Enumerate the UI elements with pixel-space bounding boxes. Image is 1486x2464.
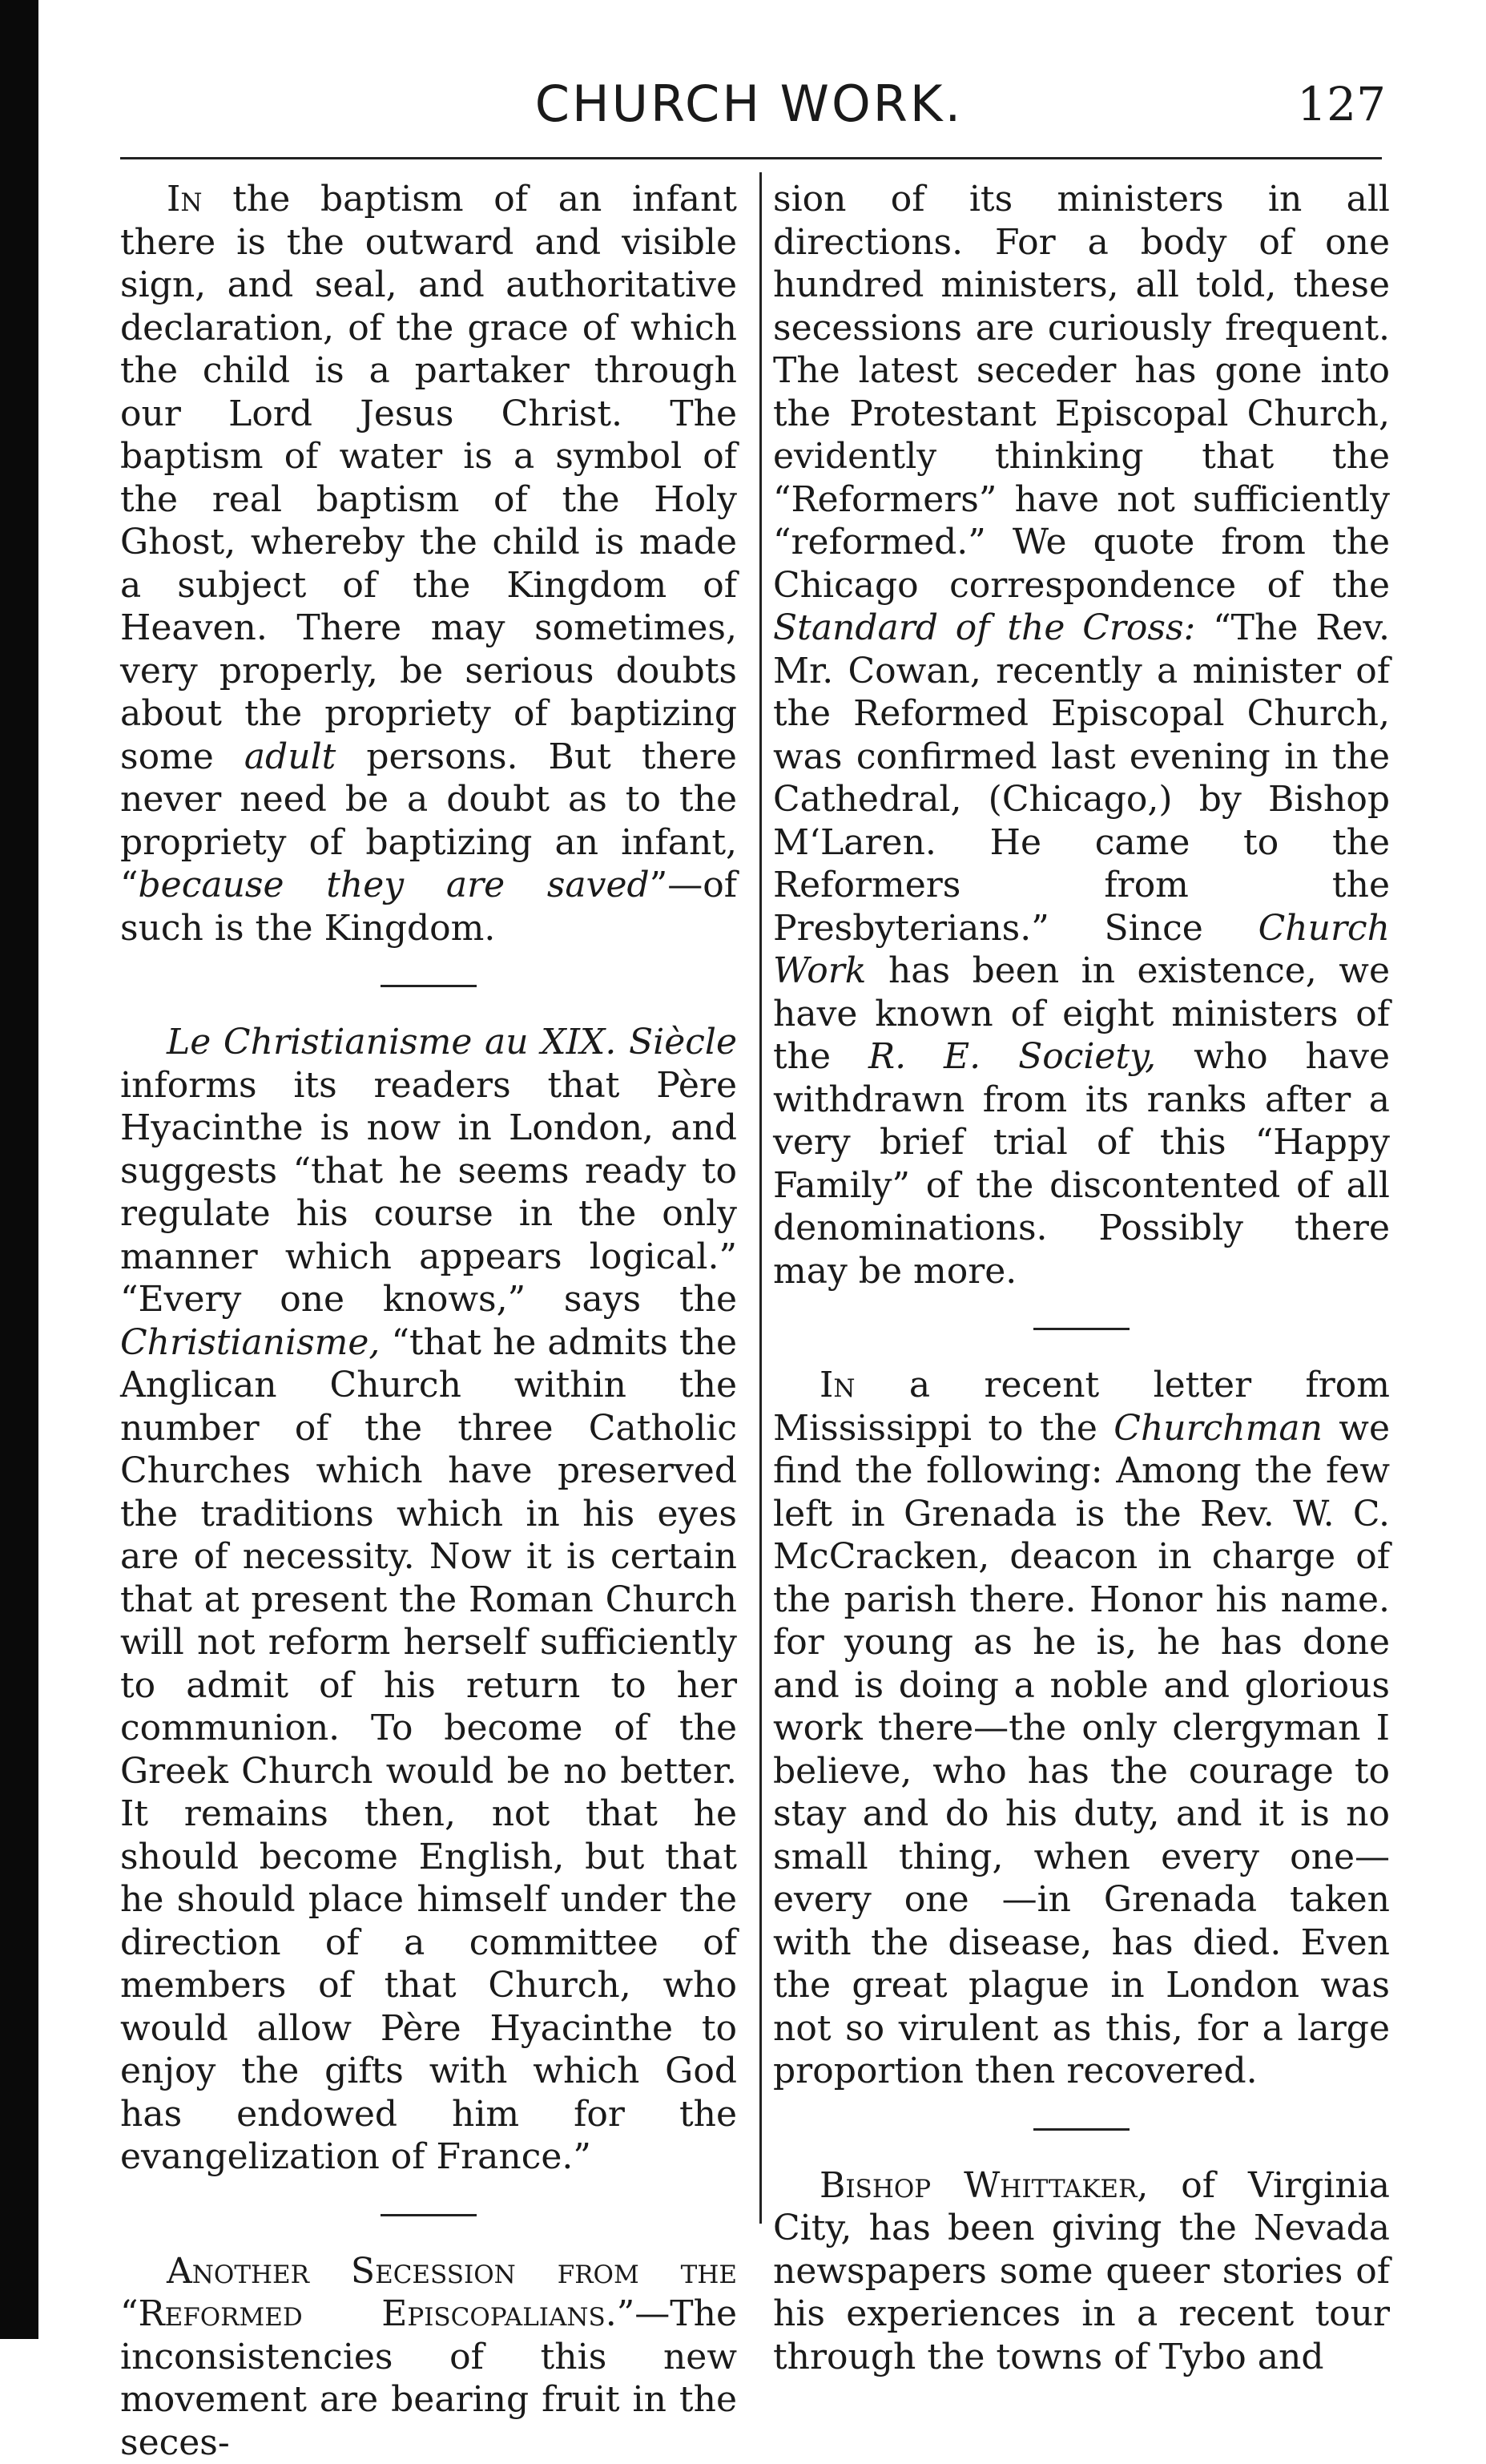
- baptism-paragraph: [120, 178, 737, 950]
- paragraph-text: of Virginia City, has been giving the Nevada newspapers some queer stories of his experiences in a recent tour through the towns of Tybo and: [773, 2165, 1390, 2377]
- secession-continuation: [773, 178, 1390, 1292]
- publication-title: Le Christianisme au XIX. Siècle: [167, 1022, 737, 1063]
- publication-title: Standard of the Cross:: [773, 607, 1195, 648]
- mississippi-paragraph: [773, 1364, 1390, 2093]
- section-separator: [1033, 1328, 1130, 1330]
- lead-word: In: [820, 1365, 856, 1405]
- secession-paragraph: [120, 2250, 737, 2464]
- lead-word: In: [167, 179, 203, 220]
- header-rule: [120, 157, 1382, 159]
- section-separator: [1033, 2128, 1130, 2131]
- christianisme-paragraph: [120, 1021, 737, 2179]
- left-column: [120, 178, 737, 2464]
- paragraph-text: the baptism of an infant there is the outward and visible sign, and seal, and authoritative declaration, of the grace of which the child is a partaker through our Lord Jesus Christ. The baptism of water is a symbol of the real baptism of the Holy Ghost, whereby the child is made a subject of the Kingdom of Heaven. There may sometimes, very properly, be serious doubts about the propriety of baptizing some: [120, 179, 737, 777]
- paragraph-text: who have withdrawn from its ranks after a very brief trial of this “Happy Family” of the discontented of all denominations. Possibly there may be more.: [773, 1036, 1390, 1292]
- italic-phrase: Christianisme,: [120, 1322, 380, 1363]
- section-separator: [381, 2214, 477, 2216]
- paragraph-text: informs its readers that Père Hyacinthe is now in London, and suggests “that he seems ready to regulate his course in the only manner which appears logical.” “Every one knows,” says the: [120, 1065, 737, 1321]
- publication-title: Churchman: [1113, 1408, 1323, 1449]
- running-title: CHURCH WORK.: [120, 72, 1378, 136]
- column-divider: [759, 172, 762, 2224]
- paragraph-text: —The inconsistencies of this new movement are bearing fruit in the seces-: [120, 2293, 737, 2463]
- section-heading: Another Secession from the “Reformed Episcopalians.”: [120, 2251, 737, 2335]
- paragraph-text: a recent letter from Mississippi to the: [773, 1365, 1390, 1449]
- right-column: [773, 178, 1390, 2378]
- italic-phrase: because they are saved: [139, 865, 650, 905]
- paragraph-text: has been in existence, we have known of eight ministers of the: [773, 950, 1390, 1077]
- page-number: 127: [1297, 72, 1386, 136]
- page-header: [120, 72, 1402, 136]
- section-heading: Bishop Whittaker,: [820, 2165, 1148, 2206]
- paragraph-text: ”—of such is the Kingdom.: [120, 865, 737, 949]
- paragraph-text: “that he admits the Anglican Church within the number of the three Catholic Churches which have preserved the traditions which in his eyes are of necessity. Now it is certain that at present the Roman Church will not reform herself sufficiently to admit of his return to her communion. To become of the Greek Church would be no better. It remains then, not that he should become English, but that he should place himself under the direction of a committee of members of that Church, who would allow Père Hyacinthe to enjoy the gifts with which God has endowed him for the evangelization of France.”: [120, 1322, 737, 2178]
- section-separator: [381, 985, 477, 987]
- paragraph-text: sion of its ministers in all directions. For a body of one hundred ministers, all told, these secessions are curiously frequent. The latest seceder has gone into the Protestant Episcopal Church, evidently thinking that the “Reformers” have not sufficiently “reformed.” We quote from the Chicago correspondence of the: [773, 179, 1390, 606]
- publication-title: Church Work: [773, 908, 1390, 992]
- paragraph-text: persons. But there never need be a doubt as to the propriety of baptizing an infant, “: [120, 736, 737, 906]
- italic-phrase: adult: [244, 736, 336, 777]
- paragraph-text: we find the following: Among the few left in Grenada is the Rev. W. C. McCracken, deacon in charge of the parish there. Honor his name. for young as he is, he has done and is doing a noble and glorious work there—the only clergyman I believe, who has the courage to stay and do his duty, and it is no small thing, when every one—every one —in Grenada taken with the disease, has died. Even the great plague in London was not so virulent as this, for a large proportion then recovered.: [773, 1408, 1390, 2092]
- paragraph-text: “The Rev. Mr. Cowan, recently a minister of the Reformed Episcopal Church, was confirmed last evening in the Cathedral, (Chicago,) by Bishop M‘Laren. He came to the Reformers from the Presbyterians.” Since: [773, 607, 1390, 949]
- binding-edge: [0, 0, 38, 2339]
- italic-phrase: R. E. Society,: [868, 1036, 1156, 1077]
- whittaker-paragraph: [773, 2164, 1390, 2379]
